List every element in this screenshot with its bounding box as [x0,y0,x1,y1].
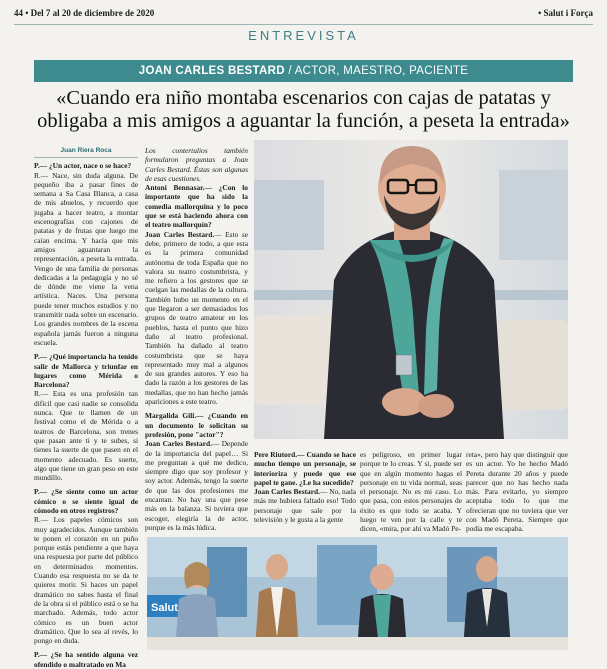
answer-continued: es peligroso, en primer lugar porque te lo creas. Y si, puede ser que en algún momento hagas el personaje en tu vida normal, seas el personaje. No es mi caso. Lo que pasa, con estos personajes de éxito es que todo se acaba. Y luego te ven por la calle y te dicen, «mira, por ahí va Madó Pe- [360,450,462,534]
question: P.— ¿Qué importancia ha tenido salir de Mallorca y triunfar en lugares como Mérida o Barcelona? [34,352,138,390]
answer-continued: reta», pero hay que distinguir que es un actor. Yo he hecho Madó Pereta durante 20 años y puede parecer que no has hecho nada más. Para evitarlo, yo siempre aceptaba todo lo que me ofrecieran que no tuviera que ver con Madó Pereta. Siempre que podía me escapaba. [466,450,568,534]
headline: «Cuando era niño montaba escenarios con cajas de patatas y obligaba a mis amigos a aguantar la función, a peseta la entrada» [37,87,570,132]
article-column-3 [254,450,356,524]
bottom-photo [147,537,568,650]
byline: Juan Riera Roca [34,146,138,158]
banner-separator: / [284,65,295,77]
intro-text: Los contertulios también formularon preguntas a Joan Carles Bestard. Éstas son algunas de esas cuestiones. [145,146,248,183]
question: Antoni Bennasar.— ¿Con lo importante que ha sido la comedia mallorquina y lo poco que se está haciendo ahora con el teatro mallorquín? [145,183,248,230]
portrait-illustration [254,140,568,439]
question: Margalida Gili.— ¿Cuando en un documento le solicitan su profesión, pone "actor"? [145,411,248,439]
header-rule [14,24,593,25]
answer-label: Joan Carles Bestard. [254,487,320,497]
answer: R.— Esta es una profesión tan difícil que casi nadie se consolida nunca. Que te llamen de un festival como el de Mérida o a teatros de Barcelona, son trenes que pasan ante ti y te subes, si tienes la suerte de que pasen en el momento adecuado. Es suerte, algo que tiene un gran peso en este mundillo. [34,389,138,483]
brand-name: • Salut i Força [538,8,593,18]
page-info: 44 • Del 7 al 20 de diciembre de 2020 [14,8,155,18]
studio-group-illustration [147,537,568,650]
answer: R.— Los papeles cómicos son muy agradecidos. Aunque también te ponen el corazón en un puño porque estás pendiente a que haya una respuesta por parte del público en determinados momentos. Cuando esa respuesta no se da te quieres morir. Si haces un papel dramático no sabes hasta el final de la obra si el público está o se ha marchado. Además, todo actor cómico es un buen actor dramático. Que lo sea al revés, lo pongo en duda. [34,515,138,646]
question: Pere Riutord.— Cuando se hace mucho tiempo un personaje, se interioriza y puede que ese papel te gane. ¿Le ha sucedido? [254,450,356,487]
answer-label: Joan Carles Bestard. [145,439,212,449]
interviewee-banner [34,60,573,82]
answer-label: Joan Carles Bestard. [145,229,215,239]
studio-sign: Salut [151,602,178,614]
article-column-1 [34,146,138,669]
interviewee-role: ACTOR, MAESTRO, PACIENTE [294,65,469,77]
article-column-2 [145,146,248,532]
interviewee-name: JOAN CARLES BESTARD [138,65,285,77]
question: P.— ¿Se siente como un actor cómico o se siente igual de cómodo en otros registros? [34,487,138,515]
page-header [14,8,593,22]
answer: — Esto se debe, primero de todo, a que esta es la primera comunidad autónoma de toda España que no valora su teatro costumbrista, y me refiero a los gestores que se cuelgan las medallas de la cultura. También hubo un momento en el que llegaron a ser demasiados los grupos de teatro amateur en los pueblos, hasta el punto que hizo daño al teatro profesional. También ha dañado al teatro costumbrista que se haya representado muy mal a algunos de sus grandes autores. Y eso ha dado la razón a los gestores de las medallas, que no han hecho jamás apariciones a este teatro. [145,229,248,407]
question: P.— ¿Un actor, nace o se hace? [34,161,132,171]
answer: — Depende de la importancia del papel… Si me preguntan a qué me dedico, siempre digo que soy profesor y soy actor. Además, tengo la suerte de que las dos profesiones me encantan. No hay una que pese más en la balanza. Si tuviera que escoger, elegiría la de actor, porque es la más lúdica. [145,439,248,532]
answer: — No, nada más me hubiera faltado eso! Todo personaje que sale por la televisión y le gusta a la gente [254,487,356,525]
main-photo [254,140,568,439]
article-column-4 [360,450,462,534]
section-title: ENTREVISTA [248,28,359,43]
question: P.— ¿Se ha sentido alguna vez ofendido o maltratado en Ma [34,650,138,669]
answer: R.— Nace, sin duda alguna. De pequeño iba a pasar fines de semana a Sa Casa Blanca, a casa de mis abuelos, y recuerdo que jugaba a hacer teatro, a montar escenografías con cajones de patatas y de frutas que luego me caían encima. Y hacía que mis amigos aguantaran la representación, a peseta la entrada. Vengo de una familia de personas dedicadas a la pedagogía y no sé de dónde me viene la vena artística. Naces. Una persona puede tener muchos estudios y no transmitir nada sobre un escenario. Los grandes nombres de la escena española jamás fueron a ninguna escuela. [34,170,138,347]
article-column-5 [466,450,568,534]
